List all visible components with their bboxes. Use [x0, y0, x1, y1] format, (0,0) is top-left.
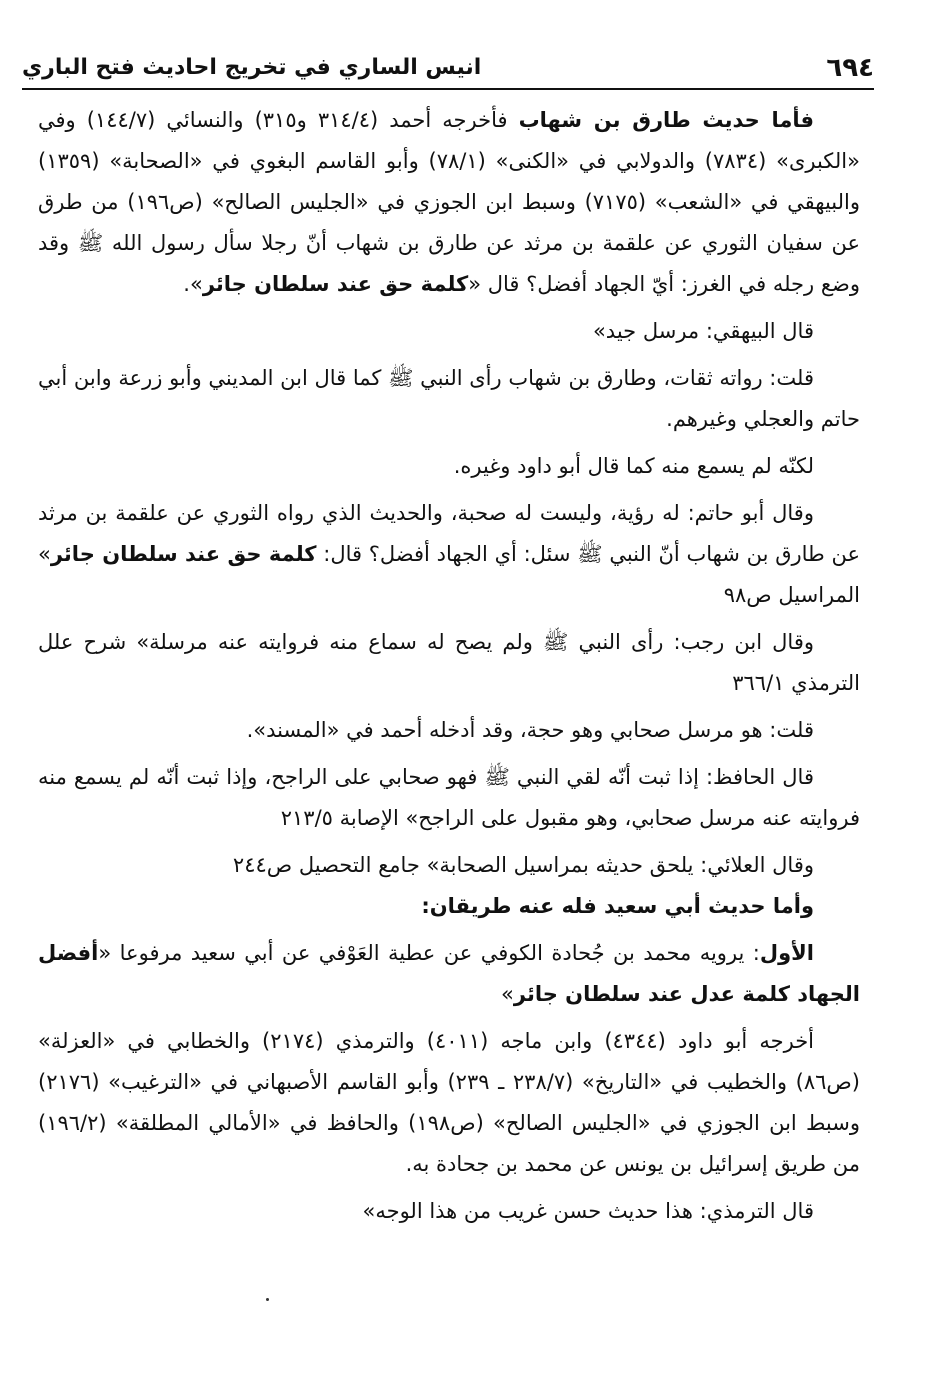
- paragraph-text: وقال أبو حاتم: له رؤية، وليست له صحبة، والحديث الذي رواه الثوري عن علقمة بن مرثد عن طارق بن شهاب أنّ النبي ﷺ سئل: أي الجهاد أفضل؟ قال:: [38, 501, 860, 566]
- bold-quote: كلمة حق عند سلطان جائر: [50, 542, 317, 566]
- print-speck: [266, 1298, 269, 1301]
- paragraph-mursal-sahabi: [38, 710, 860, 751]
- paragraph-text: قال الحافظ: إذا ثبت أنّه لقي النبي ﷺ فهو صحابي على الراجح، وإذا ثبت أنّه لم يسمع منه فروايته عنه مرسل صحابي، وهو مقبول على الراجح» الإصابة ٢١٣/٥: [38, 765, 860, 830]
- bold-quote: كلمة حق عند سلطان جائر: [202, 272, 469, 296]
- paragraph-text: وقال العلائي: يلحق حديثه بمراسيل الصحابة» جامع التحصيل ص٢٤٤: [232, 853, 814, 877]
- paragraph-text: قال الترمذي: هذا حديث حسن غريب من هذا الوجه»: [362, 1199, 814, 1223]
- bold-lead: فأما حديث طارق بن شهاب: [518, 108, 814, 132]
- paragraph-bayhaqi: [38, 311, 860, 352]
- paragraph-text: وقال ابن رجب: رأى النبي ﷺ ولم يصح له سماع منه فروايته عنه مرسلة» شرح علل الترمذي ٣٦٦/١: [38, 630, 860, 695]
- page-number: ٦٩٤: [826, 53, 874, 83]
- paragraph-text: قلت: رواته ثقات، وطارق بن شهاب رأى النبي ﷺ كما قال ابن المديني وأبو زرعة وابن أبي حاتم والعجلي وغيرهم.: [38, 366, 860, 431]
- bold-quote: أفضل الجهاد كلمة عدل عند سلطان جائر: [38, 941, 860, 1006]
- bold-lead: الأول: [759, 941, 814, 965]
- paragraph-tariq-hadith: [38, 100, 860, 305]
- paragraph-text: : يرويه محمد بن جُحادة الكوفي عن عطية العَوْفي عن أبي سعيد مرفوعا «: [98, 941, 760, 965]
- book-title: انيس الساري في تخريج احاديث فتح الباري: [22, 55, 482, 80]
- paragraph-tirmidhi: [38, 1191, 860, 1232]
- paragraph-first-route: [38, 933, 860, 1015]
- paragraph-takhrij: [38, 1021, 860, 1185]
- paragraph-alai: [38, 845, 860, 886]
- paragraph-hafiz: [38, 757, 860, 839]
- page-body: [38, 100, 860, 1232]
- paragraph-abu-dawud: [38, 446, 860, 487]
- running-header: [22, 48, 874, 90]
- paragraph-text: قال البيهقي: مرسل جيد»: [592, 319, 814, 343]
- paragraph-text: أخرجه أبو داود (٤٣٤٤) وابن ماجه (٤٠١١) والترمذي (٢١٧٤) والخطابي في «العزلة» (ص٨٦) والخطيب في «التاريخ» (٢٣٨/٧ ـ ٢٣٩) وأبو القاسم الأصبهاني في «الترغيب» (٢١٧٦) وسبط ابن الجوزي في «الجليس الصالح» (ص١٩٨) والحافظ في «الأمالي المطلقة» (١٩٦/٢) من طريق إسرائيل بن يونس عن محمد بن جحادة به.: [38, 1029, 860, 1176]
- paragraph-text: لكنّه لم يسمع منه كما قال أبو داود وغيره.: [453, 454, 814, 478]
- paragraph-text: فأخرجه أحمد (٣١٤/٤ و٣١٥) والنسائي (١٤٤/٧) وفي «الكبرى» (٧٨٣٤) والدولابي في «الكنى» (٧٨/١) وأبو القاسم البغوي في «الصحابة» (١٣٥٩) والبيهقي في «الشعب» (٧١٧٥) وسبط ابن الجوزي في «الجليس الصالح» (ص١٩٦) من طرق عن سفيان الثوري عن علقمة بن مرثد عن طارق بن شهاب أنّ رجلا سأل رسول الله ﷺ وقد وضع رجله في الغرز: أيّ الجهاد أفضل؟ قال «: [38, 108, 861, 296]
- section-heading-abu-said: [38, 886, 860, 927]
- paragraph-ibn-rajab: [38, 622, 860, 704]
- bold-heading: وأما حديث أبي سعيد فله عنه طريقان:: [421, 894, 814, 918]
- paragraph-text: ».: [183, 272, 203, 296]
- paragraph-abu-hatim: [38, 493, 860, 616]
- paragraph-text: قلت: هو مرسل صحابي وهو حجة، وقد أدخله أحمد في «المسند».: [246, 718, 814, 742]
- paragraph-narrators: [38, 358, 860, 440]
- paragraph-text: »: [501, 982, 514, 1006]
- paragraph-text: » المراسيل ص٩٨: [38, 542, 860, 607]
